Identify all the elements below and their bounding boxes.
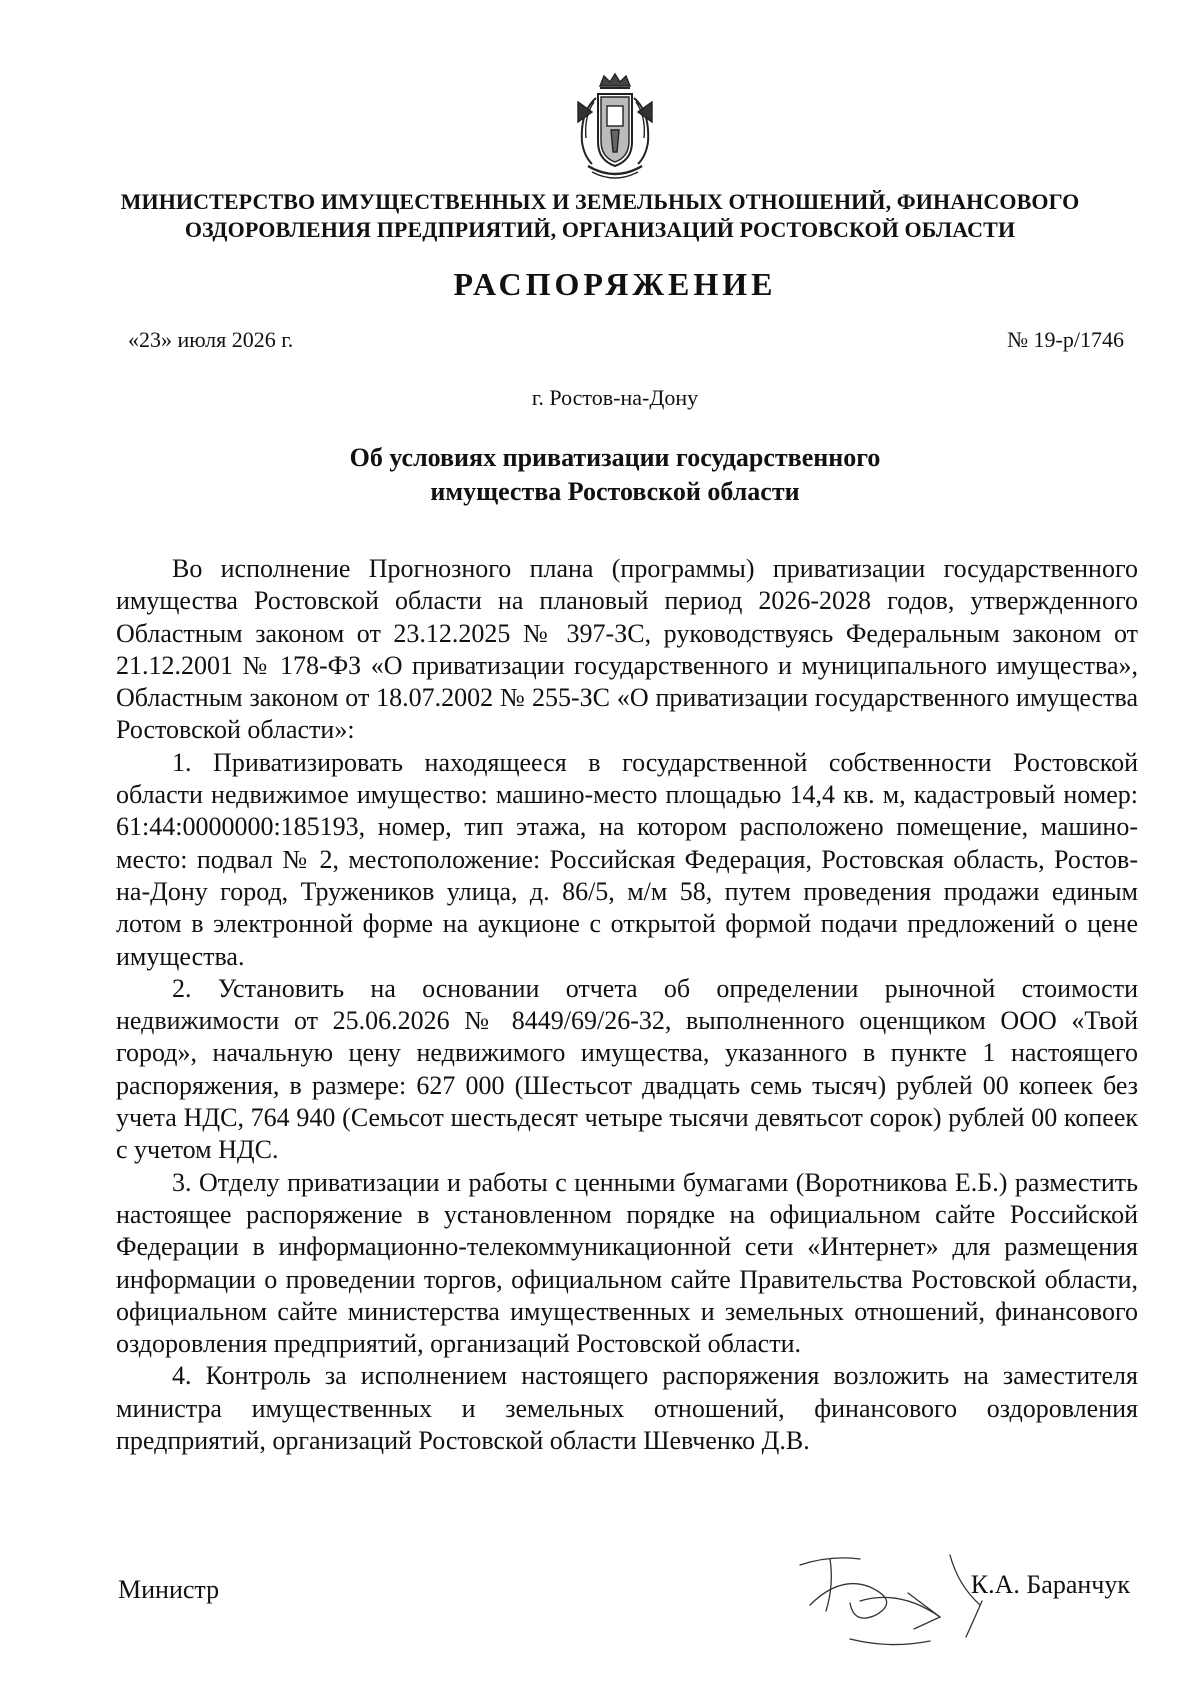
document-date: «23» июля 2026 г.	[128, 327, 294, 352]
clause-3-paragraph: 3. Отделу приватизации и работы с ценными бумагами (Воротникова Е.Б.) разместить настоящее распоряжение в установленном порядке на официальном сайте Российской Федерации в информационно-телекоммуникационной сети «Интернет» для размещения информации о проведении торгов, официальном сайте Правительства Ростовской области, официальном сайте министерства имущественных и земельных отношений, финансового оздоровления предприятий, организаций Ростовской области.	[116, 1167, 1138, 1359]
preamble-paragraph: Во исполнение Прогнозного плана (программы) приватизации государственного имущества Ростовской области на плановый период 2026-2028 годов, утвержденного Областным законом от 23.12.2025 № 397-ЗС, руководствуясь Федеральным законом от 21.12.2001 № 178-ФЗ «О приватизации государственного и муниципального имущества», Областным законом от 18.07.2002 № 255-ЗС «О приватизации государственного имущества Ростовской области»:	[116, 554, 1138, 745]
handwritten-signature-icon	[790, 1545, 1010, 1655]
document-subject	[200, 441, 1030, 509]
clause-2-paragraph: 2. Установить на основании отчета об определении рыночной стоимости недвижимости от 25.06.2026 № 8449/69/26-32, выполненного оценщиком ООО «Твой город», начальную цену недвижимого имущества, указанного в пункте 1 настоящего распоряжения, в размере: 627 000 (Шестьсот двадцать семь тысяч) рублей 00 копеек без учета НДС, 764 940 (Семьсот шестьдесят четыре тысячи девятьсот сорок) рублей 00 копеек с учетом НДС.	[116, 973, 1138, 1165]
document-body	[116, 553, 1138, 1457]
ministry-name-line1: МИНИСТЕРСТВО ИМУЩЕСТВЕННЫХ И ЗЕМЕЛЬНЫХ ОТНОШЕНИЙ, ФИНАНСОВОГО	[120, 189, 1080, 214]
document-number: № 19-р/1746	[1007, 327, 1124, 352]
signatory-title: Министр	[118, 1575, 220, 1604]
document-city: г. Ростов-на-Дону	[531, 385, 699, 410]
subject-line1: Об условиях приватизации государственного	[349, 443, 881, 472]
ministry-name	[100, 188, 1100, 244]
ministry-name-line2: ОЗДОРОВЛЕНИЯ ПРЕДПРИЯТИЙ, ОРГАНИЗАЦИЙ РОСТОВСКОЙ ОБЛАСТИ	[184, 217, 1016, 242]
coat-of-arms-icon	[570, 72, 660, 184]
subject-line2: имущества Ростовской области	[430, 477, 800, 506]
signatory-name: К.А. Баранчук	[970, 1570, 1130, 1599]
clause-1-paragraph: 1. Приватизировать находящееся в государственной собственности Ростовской области недвижимое имущество: машино-место площадью 14,4 кв. м, кадастровый номер: 61:44:0000000:185193, номер, тип этажа, на котором расположено помещение, машино-место: подвал № 2, местоположение: Российская Федерация, Ростовская область, Ростов-на-Дону город, Тружеников улица, д. 86/5, м/м 58, путем проведения продажи единым лотом в электронной форме на аукционе с открытой формой подачи предложений о цене имущества.	[116, 747, 1138, 971]
document-type-title: РАСПОРЯЖЕНИЕ	[453, 266, 777, 302]
clause-4-paragraph: 4. Контроль за исполнением настоящего распоряжения возложить на заместителя министра имущественных и земельных отношений, финансового оздоровления предприятий, организаций Ростовской области Шевченко Д.В.	[116, 1361, 1138, 1456]
